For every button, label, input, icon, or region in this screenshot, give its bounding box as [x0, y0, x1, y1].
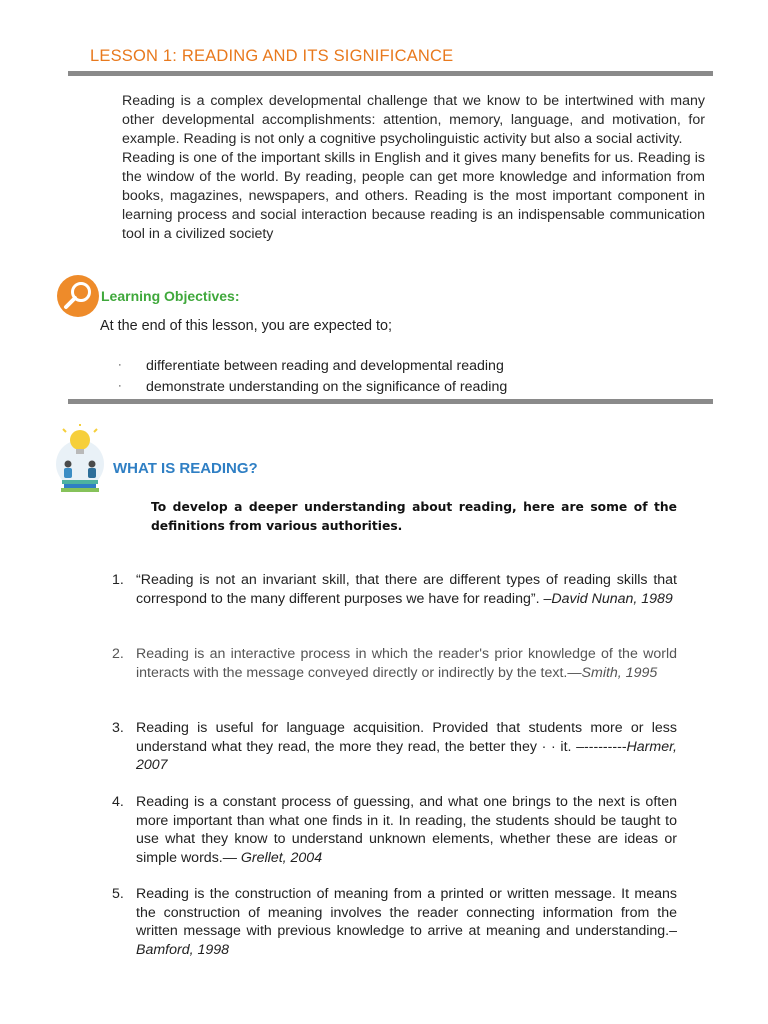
lightbulb-reading-icon	[54, 424, 106, 494]
section-divider	[68, 71, 713, 76]
definition-text: Reading is a constant process of guessing, and what one brings to the next is often more important than what one finds in it. In reading, the students should be taught to use what they know to understand unknown elements, whether these are ideas or simple words.—	[136, 794, 677, 867]
objectives-heading: Learning Objectives:	[101, 288, 240, 304]
definition-text: Reading is the construction of meaning from a printed or written message. It means the construction of meaning involves the reader connecting information from the written message with previous knowledge to arrive at meaning and understanding.–	[136, 886, 677, 940]
objectives-intro: At the end of this lesson, you are expected to;	[100, 318, 392, 334]
lesson-title: LESSON 1: READING AND ITS SIGNIFICANCE	[90, 47, 454, 65]
definition-item	[112, 571, 677, 608]
section-heading: WHAT IS READING?	[113, 460, 258, 477]
definition-text: Reading is an interactive process in which the reader's prior knowledge of the world interacts with the message conveyed directly or indirectly by the text.—	[136, 646, 677, 681]
item-number: 2.	[112, 646, 124, 662]
item-number: 4.	[112, 794, 124, 810]
definition-author: Grellet, 2004	[240, 850, 323, 867]
magnifier-icon	[56, 274, 100, 318]
bullet-icon: ·	[118, 359, 122, 371]
bullet-icon: ·	[118, 380, 122, 392]
definition-author: Harmer, 2007	[136, 738, 677, 774]
item-number: 1.	[112, 572, 124, 588]
definition-author: David Nunan, 1989	[551, 590, 673, 607]
intro-paragraph-1: Reading is a complex developmental challenge that we know to be intertwined with many other developmental accomplishments: attention, memory, language, and motivation, for example. Reading is not only a cognitive psycholinguistic activity but also a social activity.	[122, 93, 705, 147]
item-number: 5.	[112, 886, 124, 902]
section-intro: To develop a deeper understanding about reading, here are some of the definitions from various authorities.	[151, 500, 677, 533]
definition-item	[112, 645, 677, 682]
definition-item	[112, 719, 677, 775]
definition-author: Bamford, 1998	[136, 942, 230, 959]
item-number: 3.	[112, 720, 124, 736]
objective-item: · differentiate between reading and developmental reading	[118, 358, 504, 374]
definition-item	[112, 885, 677, 960]
definition-text: “Reading is not an invariant skill, that there are different types of reading skills that correspond to the many different purposes we have for reading”. –	[136, 572, 677, 607]
definition-author: Smith, 1995	[581, 664, 658, 681]
intro-paragraph-2: Reading is one of the important skills in English and it gives many benefits for us. Reading is the window of the world. By reading, people can get more knowledge and information from books, magazines, newspapers, and others. Reading is the most important component in learning process and social interaction because reading is an indispensable communication tool in a civilized society	[122, 150, 705, 242]
objective-item: · demonstrate understanding on the significance of reading	[118, 379, 508, 395]
section-divider	[68, 399, 713, 404]
definition-item	[112, 793, 677, 868]
definition-text: Reading is useful for language acquisition. Provided that students more or less understand what they read, the more they read, the better they · · it. –---------	[136, 720, 677, 755]
